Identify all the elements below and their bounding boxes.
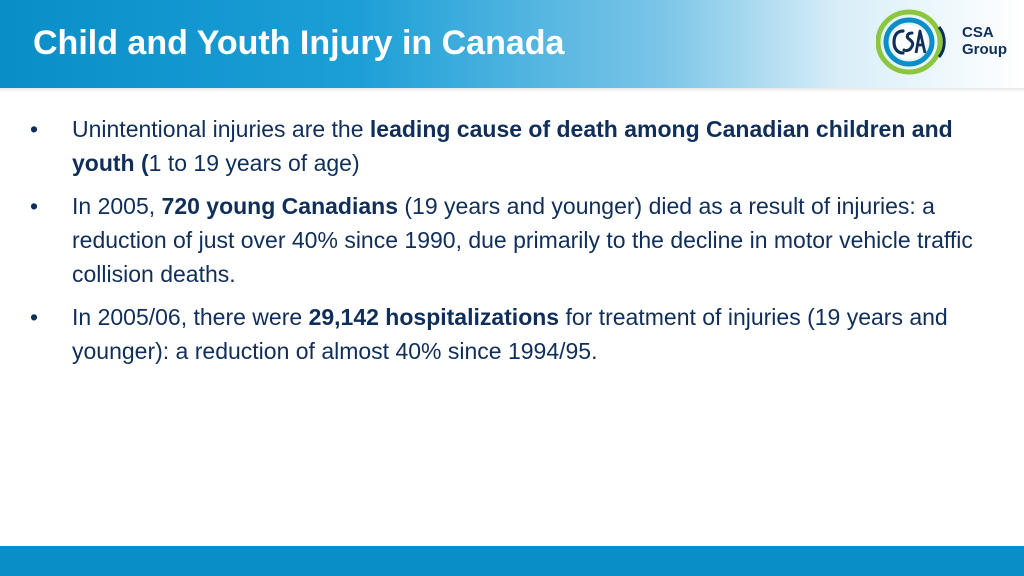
bullet-emphasis: 720 young Canadians — [161, 193, 398, 219]
logo-wordmark — [962, 24, 1007, 58]
bullet-item-hospitalizations — [30, 300, 980, 368]
bullet-text: (19 years and younger) died as a result of injuries: a reduction of just over 40% since 1990, due primarily to the decline in motor vehicle traffic collision deaths. — [72, 193, 973, 287]
bullet-list — [30, 112, 980, 368]
bullet-marker: • — [30, 304, 39, 330]
logo-text-csa: CSA — [962, 24, 994, 41]
bullet-marker: • — [30, 116, 39, 142]
title-bar-shadow — [0, 88, 1024, 92]
bullet-item-leading-cause — [30, 112, 980, 180]
csa-group-logo — [876, 9, 1016, 75]
bullet-text: In 2005/06, there were — [72, 304, 309, 330]
bullet-text: Unintentional injuries are the — [72, 116, 370, 142]
footer-bar — [0, 546, 1024, 576]
bullet-emphasis: 29,142 hospitalizations — [308, 304, 560, 330]
slide-body — [30, 112, 980, 377]
bullet-emphasis: leading cause of death among Canadian children and youth ( — [72, 116, 953, 176]
bullet-marker: • — [30, 193, 39, 219]
slide-title: Child and Youth Injury in Canada — [33, 24, 565, 62]
csa-logo-icon — [876, 9, 954, 75]
logo-text-group: Group — [962, 41, 1007, 58]
bullet-text: In 2005, — [72, 193, 162, 219]
bullet-text: for treatment of injuries (19 years and younger): a reduction of almost 40% since 1994/95. — [72, 304, 948, 364]
bullet-item-deaths-2005 — [30, 189, 980, 291]
bullet-text: 1 to 19 years of age) — [148, 150, 360, 176]
